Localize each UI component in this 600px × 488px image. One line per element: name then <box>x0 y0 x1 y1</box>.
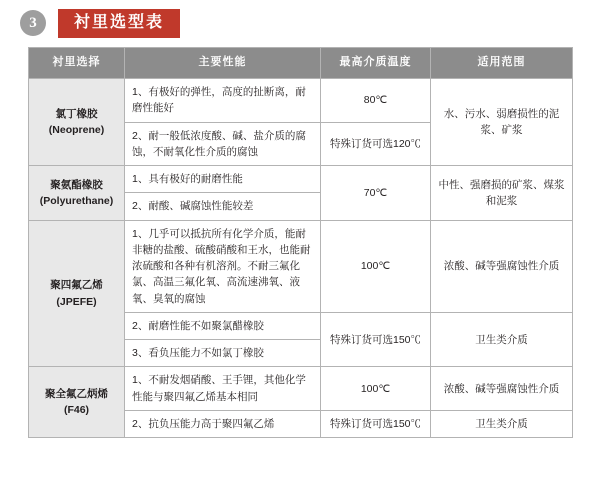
table-row <box>29 367 573 411</box>
max-temp-cell: 70℃ <box>321 166 431 221</box>
column-header-scope: 适用范围 <box>431 48 573 79</box>
performance-cell: 3、看负压能力不如氯丁橡胶 <box>125 340 321 367</box>
max-temp-cell: 80℃ <box>321 79 431 123</box>
lining-name-cn: 聚四氟乙烯 <box>50 279 103 292</box>
lining-name-cn: 氯丁橡胶 <box>55 107 98 120</box>
max-temp-cell: 特殊订货可选120℃ <box>321 122 431 166</box>
column-header-performance: 主要性能 <box>125 48 321 79</box>
scope-cell: 浓酸、碱等强腐蚀性介质 <box>431 367 573 411</box>
lining-name-en: (JPEFE) <box>56 295 97 308</box>
performance-cell: 2、耐一般低浓度酸、碱、盐介质的腐蚀，不耐氧化性介质的腐蚀 <box>125 122 321 166</box>
scope-cell: 卫生类介质 <box>431 312 573 367</box>
lining-name-en: (Neoprene) <box>48 124 105 137</box>
scope-cell: 浓酸、碱等强腐蚀性介质 <box>431 220 573 312</box>
lining-name-en: (F46) <box>63 404 90 417</box>
performance-cell: 2、耐酸、碱腐蚀性能较差 <box>125 193 321 220</box>
performance-cell: 1、几乎可以抵抗所有化学介质，能耐非糖的盐酸、硫酸硝酸和王水，也能耐浓硫酸和各种有机溶剂。不耐三氟化氯、高温三氟化氧、高流速沸氧、液氧、臭氧的腐蚀 <box>125 220 321 312</box>
scope-cell: 中性、强磨损的矿浆、煤浆和泥浆 <box>431 166 573 221</box>
table-row <box>29 220 573 312</box>
max-temp-cell: 100℃ <box>321 367 431 411</box>
section-header <box>20 8 180 38</box>
lining-name-cn: 聚氨酯橡胶 <box>50 178 103 191</box>
column-header-lining: 衬里选择 <box>29 48 125 79</box>
lining-selection-table <box>28 47 573 438</box>
max-temp-cell: 特殊订货可选150℃ <box>321 410 431 437</box>
table-row <box>29 79 573 123</box>
page-title: 衬里选型表 <box>58 9 180 38</box>
column-header-max-temp: 最高介质温度 <box>321 48 431 79</box>
table-row <box>29 166 573 193</box>
lining-name-cn: 聚全氟乙炳烯 <box>45 388 108 401</box>
scope-cell: 卫生类介质 <box>431 410 573 437</box>
section-number-badge: 3 <box>20 10 46 36</box>
lining-selection-table-wrap <box>28 47 572 438</box>
scope-cell: 水、污水、弱磨损性的泥浆、矿浆 <box>431 79 573 166</box>
max-temp-cell: 特殊订货可选150℃ <box>321 312 431 367</box>
lining-name-en: (Polyurethane) <box>39 194 114 207</box>
performance-cell: 2、抗负压能力高于聚四氟乙烯 <box>125 410 321 437</box>
performance-cell: 1、有极好的弹性，高度的扯断离，耐磨性能好 <box>125 79 321 123</box>
lining-cell-f46 <box>29 367 125 438</box>
lining-cell-polyurethane <box>29 166 125 221</box>
performance-cell: 1、不耐发烟硝酸、王手锂，其他化学性能与聚四氟乙烯基本相同 <box>125 367 321 411</box>
max-temp-cell: 100℃ <box>321 220 431 312</box>
performance-cell: 1、具有极好的耐磨性能 <box>125 166 321 193</box>
table-header-row <box>29 48 573 79</box>
performance-cell: 2、耐磨性能不如聚氯醋橡胶 <box>125 312 321 339</box>
lining-cell-neoprene <box>29 79 125 166</box>
lining-cell-jpefe <box>29 220 125 367</box>
